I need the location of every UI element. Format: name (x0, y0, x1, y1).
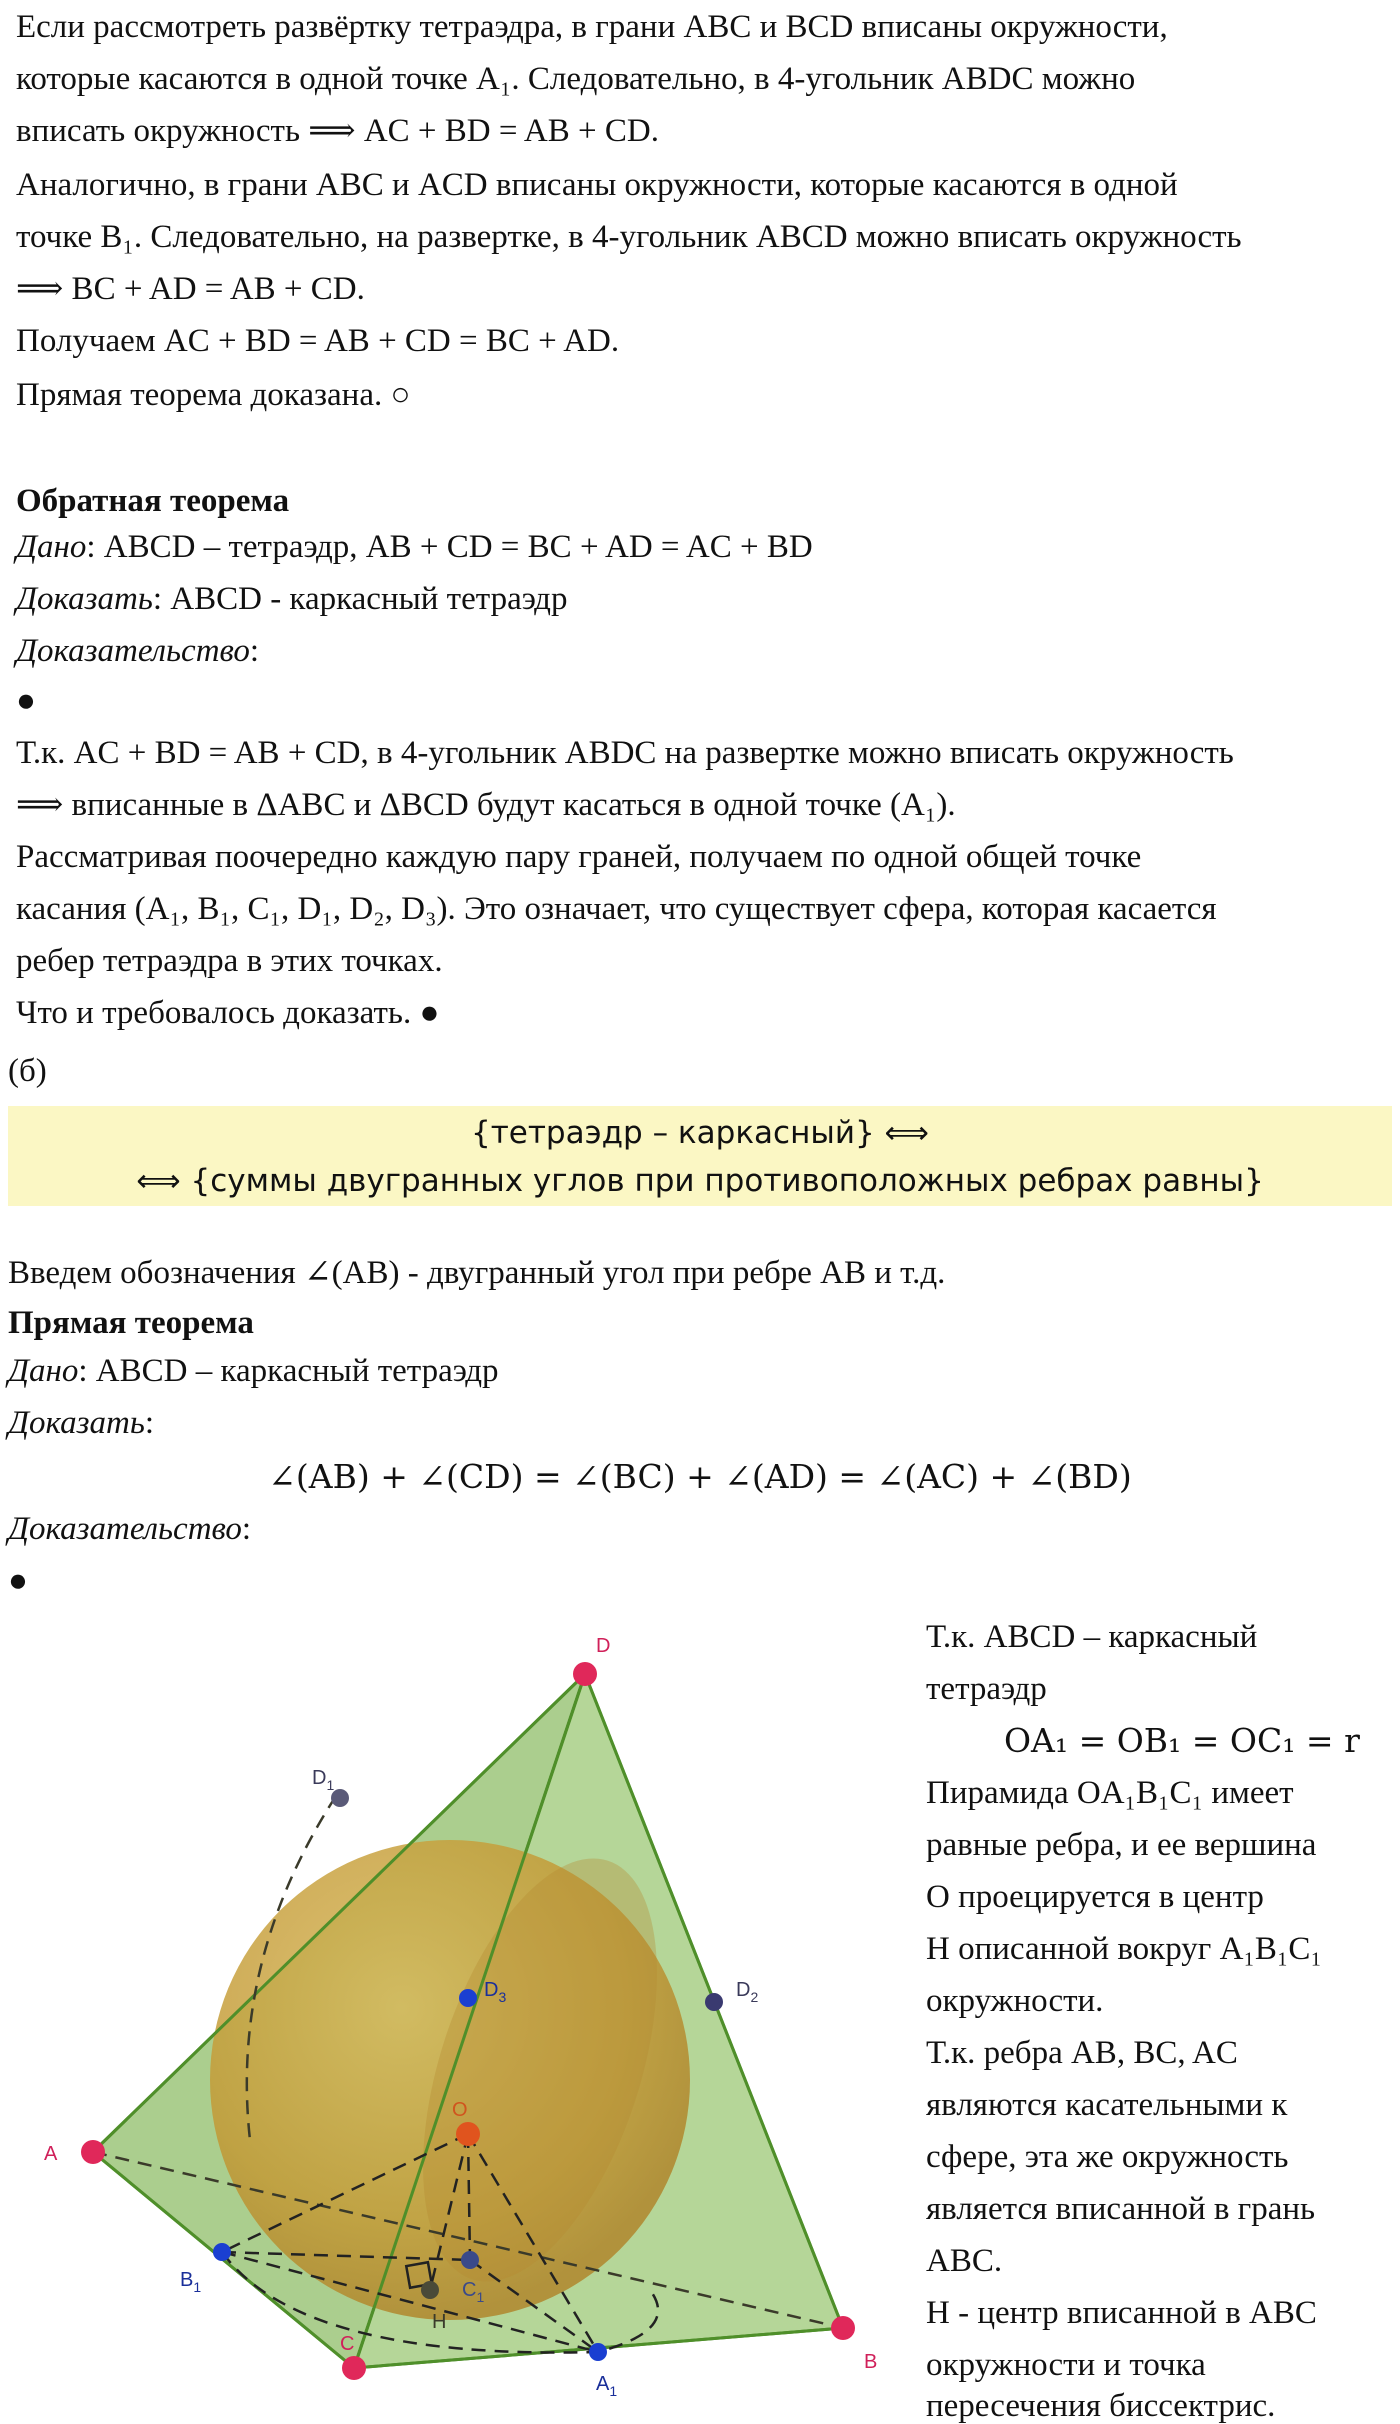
bullet: ● (8, 1563, 28, 1599)
text-line: ⟹ вписанные в ΔABC и ΔBCD будут касаться в одной точке (A₁). (16, 787, 956, 823)
text-line: Прямая теорема доказана. ○ (16, 377, 411, 413)
given-line (8, 1350, 499, 1392)
highlight-line: ⟺ {суммы двугранных углов при противоположных ребрах равны} (136, 1163, 1264, 1199)
section-heading: Обратная теорема (16, 483, 290, 519)
point-D3 (459, 1989, 477, 2007)
label-A1: $A_1$ (596, 2373, 618, 2399)
text-line: которые касаются в одной точке A₁. Следовательно, в 4-угольник ABDC можно (16, 61, 1136, 97)
label-D1: $D_1$ (312, 1767, 335, 1793)
point-C1 (461, 2251, 479, 2269)
point-D2 (705, 1993, 723, 2011)
side-text-line: H описанной вокруг A₁B₁C₁ (926, 1931, 1322, 1967)
side-formula: OA₁ = OB₁ = OC₁ = r (1004, 1721, 1360, 1760)
prove-line (16, 578, 567, 620)
text-line: Что и требовалось доказать. ● (16, 995, 440, 1031)
given-label: Дано (8, 1353, 79, 1389)
side-text-line: равные ребра, и ее вершина (926, 1827, 1317, 1863)
side-text-line: окружности. (926, 1983, 1104, 2019)
side-text-line: H - центр вписанной в ABC (926, 2295, 1317, 2331)
side-text-line: сфере, эта же окружность (926, 2139, 1289, 2175)
given-text: : ABCD – каркасный тетраэдр (78, 1353, 499, 1389)
side-text-line: являются касательными к (926, 2087, 1288, 2123)
prove-label: Доказать (8, 1405, 145, 1441)
proof-colon: : (249, 633, 260, 669)
point-D (573, 1662, 597, 1686)
given-label: Дано (16, 529, 87, 565)
point-H (421, 2281, 439, 2299)
prove-colon: : (144, 1405, 155, 1441)
point-A1 (589, 2343, 607, 2361)
text-line: Т.к. AC + BD = AB + CD, в 4-угольник ABDC на развертке можно вписать окружность (16, 735, 1234, 771)
proof-label: Доказательство (8, 1511, 242, 1547)
side-text-line: Т.к. ABCD – каркасный (926, 1619, 1258, 1655)
label-C1: $C_1$ (462, 2279, 485, 2305)
given-line (16, 526, 813, 568)
proof-label: Доказательство (16, 633, 250, 669)
text-line: ⟹ BC + AD = AB + CD. (16, 271, 365, 307)
point-B (831, 2316, 855, 2340)
text-line: ребер тетраэдра в этих точках. (16, 943, 443, 979)
side-text-line: ABC. (926, 2243, 1003, 2279)
bullet: ● (16, 683, 36, 719)
text-line: Введем обозначения ∠(AB) - двугранный угол при ребре AB и т.д. (8, 1255, 946, 1291)
tetrahedron-figure (0, 1600, 900, 2422)
prove-text: : ABCD - каркасный тетраэдр (152, 581, 568, 617)
proof-line (16, 630, 259, 672)
proof-line (8, 1508, 251, 1550)
label-H: H (432, 2311, 447, 2333)
side-text-line: пересечения биссектрис. (926, 2388, 1276, 2424)
text-line: касания (A₁, B₁, C₁, D₁, D₂, D₃). Это означает, что существует сфера, которая касается (16, 891, 1217, 927)
side-text-line: является вписанной в грань (926, 2191, 1316, 2227)
prove-label: Доказать (16, 581, 153, 617)
label-D2: $D_2$ (736, 1979, 759, 2005)
text-line: Аналогично, в грани ABC и ACD вписаны окружности, которые касаются в одной (16, 167, 1178, 203)
label-D3: $D_3$ (484, 1979, 507, 2005)
formula: ∠(AB) + ∠(CD) = ∠(BC) + ∠(AD) = ∠(AC) + ∠(BD) (268, 1457, 1132, 1496)
text-line: Рассматривая поочередно каждую пару граней, получаем по одной общей точке (16, 839, 1142, 875)
given-text: : ABCD – тетраэдр, AB + CD = BC + AD = AC + BD (86, 529, 813, 565)
label-O: O (452, 2099, 468, 2121)
point-B1 (213, 2243, 231, 2261)
side-text-line: тетраэдр (926, 1671, 1047, 1707)
proof-colon: : (241, 1511, 252, 1547)
point-C (342, 2356, 366, 2380)
label-A: A (44, 2143, 58, 2165)
side-text-line: O проецируется в центр (926, 1879, 1264, 1915)
label-D: D (596, 1635, 611, 1657)
side-text-line: Т.к. ребра AB, BC, AC (926, 2035, 1238, 2071)
text-line: Получаем AC + BD = AB + CD = BC + AD. (16, 323, 620, 359)
highlight-line: {тетраэдр – каркасный} ⟺ (471, 1115, 929, 1151)
text-line: Если рассмотреть развёртку тетраэдра, в грани ABC и BCD вписаны окружности, (16, 9, 1168, 45)
highlight-box (8, 1106, 1392, 1206)
section-heading: Прямая теорема (8, 1305, 254, 1341)
part-label: (б) (8, 1053, 47, 1089)
label-B: B (864, 2351, 878, 2373)
label-C: C (340, 2333, 355, 2355)
label-B1: $B_1$ (180, 2269, 202, 2295)
prove-line (8, 1402, 154, 1444)
point-A (81, 2140, 105, 2164)
side-text-line: Пирамида OA₁B₁C₁ имеет (926, 1775, 1294, 1811)
side-text-line: окружности и точка (926, 2347, 1206, 2383)
point-O (456, 2122, 480, 2146)
text-line: вписать окружность ⟹ AC + BD = AB + CD. (16, 113, 659, 149)
text-line: точке B₁. Следовательно, на развертке, в 4-угольник ABCD можно вписать окружность (16, 219, 1242, 255)
